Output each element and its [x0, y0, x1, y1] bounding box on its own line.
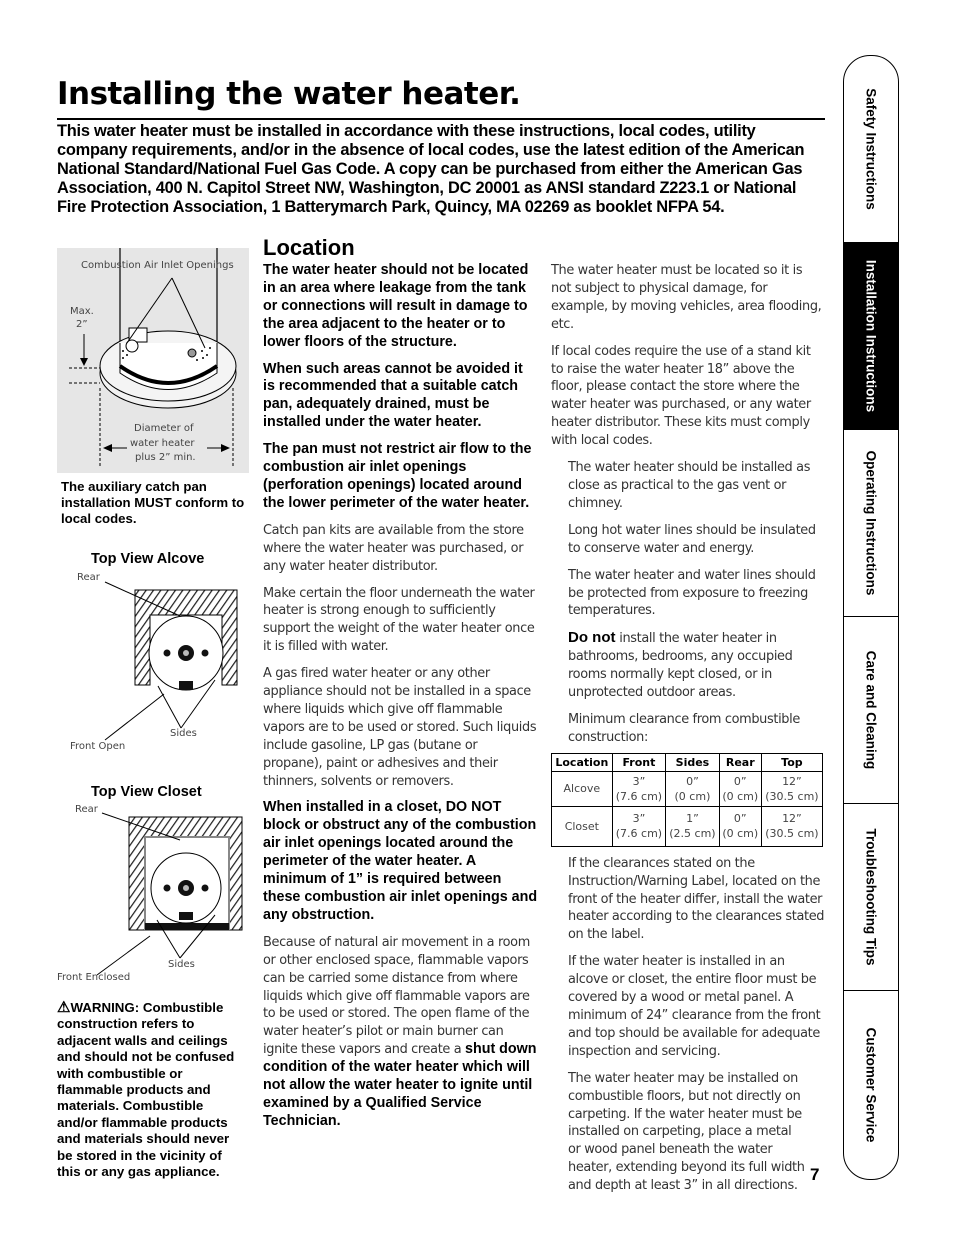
do-not-text: Do not	[568, 629, 616, 647]
location-heading: Location	[263, 235, 355, 260]
column-header: Sides	[666, 753, 720, 771]
warning-note	[57, 1000, 247, 1180]
cell-cm: (0 cm)	[722, 789, 759, 803]
tab-label: Installation Instructions	[863, 259, 879, 413]
table-row	[552, 806, 823, 846]
closet-front-label: Front Enclosed	[57, 972, 131, 983]
max-value-label: 2”	[76, 319, 88, 330]
cell-inches: 0”	[733, 812, 747, 826]
table-cell	[761, 771, 822, 806]
paragraph: The water heater and water lines should be protected from exposure to freezing temperatures.	[568, 567, 816, 619]
paragraph: The water heater may be installed on combustible floors, but not directly on carpeting. If the water heater must be installed on carpeting, place a metal or wood panel beneath the water heater, extending beyond its full width and depth at least 3” in all directions.	[568, 1070, 805, 1194]
column-header: Location	[552, 753, 613, 771]
cell-inches: 3”	[632, 812, 646, 826]
tab-troubleshooting-tips[interactable]	[844, 804, 898, 991]
cell-inches: 1”	[686, 812, 699, 826]
column-header: Rear	[719, 753, 761, 771]
catch-pan-diagram	[57, 248, 249, 473]
paragraph: When such areas cannot be avoided it is recommended that a suitable catch pan, adequately drained, must be installed under the water heater.	[263, 360, 523, 431]
table-cell	[612, 806, 666, 846]
table-cell	[666, 771, 720, 806]
paragraph-bold-text: shut down condition of the water heater which will not allow the water heater to ignite until examined by a Qualified Service Technician.	[263, 1041, 537, 1129]
paragraph-text: install the water heater in bathrooms, bedrooms, any occupied rooms normally kept closed, or in unprotected outdoor areas.	[568, 631, 793, 701]
tab-label: Safety Instructions	[863, 88, 879, 210]
tab-safety-instructions[interactable]	[844, 56, 898, 243]
cell-inches: 12”	[782, 812, 802, 826]
diameter-label-3: plus 2” min.	[135, 452, 196, 463]
table-header-row	[552, 753, 823, 771]
paragraph: When installed in a closet, DO NOT block or obstruct any of the combustion air inlet openings located around the perimeter of the water heater. A minimum of 1” is required between these combustion air inlet openings and any obstruction.	[263, 799, 538, 923]
cell-cm: (0 cm)	[722, 827, 759, 841]
max-label: Max.	[70, 306, 94, 317]
alcove-front-label: Front Open	[70, 741, 126, 752]
tab-label: Care and Cleaning	[863, 650, 879, 770]
tab-installation-instructions[interactable]	[844, 243, 898, 430]
paragraph	[568, 629, 825, 702]
tab-care-and-cleaning[interactable]	[844, 617, 898, 804]
paragraph: If the water heater is installed in an alcove or closet, the entire floor must be covered by a wood or metal panel. A minimum of 24” clearance from the front and top should be available for adequate inspection and servicing.	[568, 954, 821, 1059]
title-rule	[57, 118, 825, 120]
paragraph: Long hot water lines should be insulated to conserve water and energy.	[568, 522, 816, 556]
page-number: 7	[810, 1165, 820, 1184]
closet-rear-label: Rear	[75, 804, 98, 815]
table-cell: Alcove	[552, 771, 613, 806]
cell-cm: (0 cm)	[674, 789, 711, 803]
table-cell	[719, 806, 761, 846]
cell-cm: (30.5 cm)	[765, 789, 819, 803]
diameter-label-2: water heater	[130, 438, 195, 449]
paragraph: Minimum clearance from combustible construction:	[568, 711, 800, 745]
cell-inches: 0”	[733, 774, 747, 788]
alcove-rear-label: Rear	[77, 572, 100, 583]
closet-diagram	[57, 802, 247, 992]
paragraph: Catch pan kits are available from the store where the water heater was purchased, or any water heater distributor.	[263, 522, 524, 574]
paragraph: If local codes require the use of a stand kit to raise the water heater 18” above the floor, please contact the store where the water heater was purchased, or any water heater distributor. These kits must comply with local codes.	[551, 343, 811, 449]
catch-pan-caption: The auxiliary catch pan installation MUST conform to local codes.	[61, 479, 245, 526]
paragraph: A gas fired water heater or any other appliance should not be installed in a space where liquids which give off flammable vapors are to be used or stored. Such liquids include gasoline, LP gas (butane or propane), paint or adhesives and their thinners, solvents or removers.	[263, 666, 537, 789]
table-row	[552, 771, 823, 806]
table-cell: Closet	[552, 806, 613, 846]
alcove-diagram	[57, 570, 247, 760]
table-cell	[719, 771, 761, 806]
paragraph: The pan must not restrict air flow to the combustion air inlet openings (perforation openings) located around the lower perimeter of the water heater.	[263, 441, 532, 511]
closet-sides-label: Sides	[168, 959, 195, 970]
paragraph: Make certain the floor underneath the water heater is strong enough to sufficiently support the weight of the water heater once it is filled with water.	[263, 585, 535, 655]
column-header: Front	[612, 753, 666, 771]
table-cell	[761, 806, 822, 846]
intro-paragraph: This water heater must be installed in accordance with these instructions, local codes, utility company requirements, and/or in the absence of local codes, use the latest edition of the American National Standard/National Fuel Gas Code. A copy can be purchased from either the American Gas Association, 400 N. Capitol Street NW, Washington, DC 20001 as ANSI standard Z223.1 or National Fire Protection Association, 1 Batterymarch Park, Quincy, MA 02269 as booklet NFPA 54.	[57, 122, 805, 216]
cell-cm: (7.6 cm)	[615, 789, 663, 803]
paragraph-text: Because of natural air movement in a room or other enclosed space, flammable vapors can be carried some distance from where liquids which give off flammable vapors are to be used or stored. The open flame of the water heater’s pilot or main burner can ignite these vapors and create a	[263, 934, 530, 1058]
paragraph: If the clearances stated on the Instruction/Warning Label, located on the front of the heater differ, install the water heater according to the clearances stated on the label.	[568, 855, 825, 943]
warning-text: WARNING: Combustible construction refers to adjacent walls and ceilings and should not be confused with combustible or flammable products and materials. Combustible and/or flammable products and materials should never be stored in the vicinity of this or any gas appliance.	[57, 1000, 235, 1180]
alcove-heading: Top View Alcove	[91, 551, 205, 567]
cell-inches: 12”	[782, 774, 802, 788]
paragraph: The water heater should not be located in an area where leakage from the tank or connections will result in damage to the area adjacent to the heater or to lower floors of the structure.	[263, 262, 529, 350]
column-header: Top	[761, 753, 822, 771]
tab-label: Customer Service	[863, 1027, 879, 1143]
tab-label: Operating Instructions	[863, 450, 879, 596]
warning-icon: ⚠	[57, 999, 71, 1016]
tab-label: Troubleshooting Tips	[863, 828, 879, 966]
cell-inches: 3”	[632, 774, 646, 788]
cell-cm: (7.6 cm)	[615, 827, 663, 841]
clearance-table	[551, 753, 823, 847]
closet-heading: Top View Closet	[91, 784, 202, 800]
table-cell	[666, 806, 720, 846]
tab-operating-instructions[interactable]	[844, 430, 898, 617]
table-cell	[612, 771, 666, 806]
tab-customer-service[interactable]	[844, 991, 898, 1179]
paragraph: The water heater must be located so it is not subject to physical damage, for example, by moving vehicles, area flooding, etc.	[551, 263, 822, 332]
openings-label: Combustion Air Inlet Openings	[81, 260, 234, 271]
section-tabs	[843, 55, 899, 1180]
cell-cm: (30.5 cm)	[765, 827, 819, 841]
page-title: Installing the water heater.	[57, 76, 521, 112]
cell-inches: 0”	[686, 774, 699, 788]
diameter-label-1: Diameter of	[134, 423, 194, 434]
location-middle-column	[263, 262, 538, 1140]
alcove-sides-label: Sides	[170, 728, 197, 739]
cell-cm: (2.5 cm)	[669, 827, 716, 841]
paragraph: The water heater should be installed as close as practical to the gas vent or chimney.	[568, 460, 811, 511]
paragraph	[263, 934, 538, 1131]
location-right-column	[551, 262, 825, 1204]
